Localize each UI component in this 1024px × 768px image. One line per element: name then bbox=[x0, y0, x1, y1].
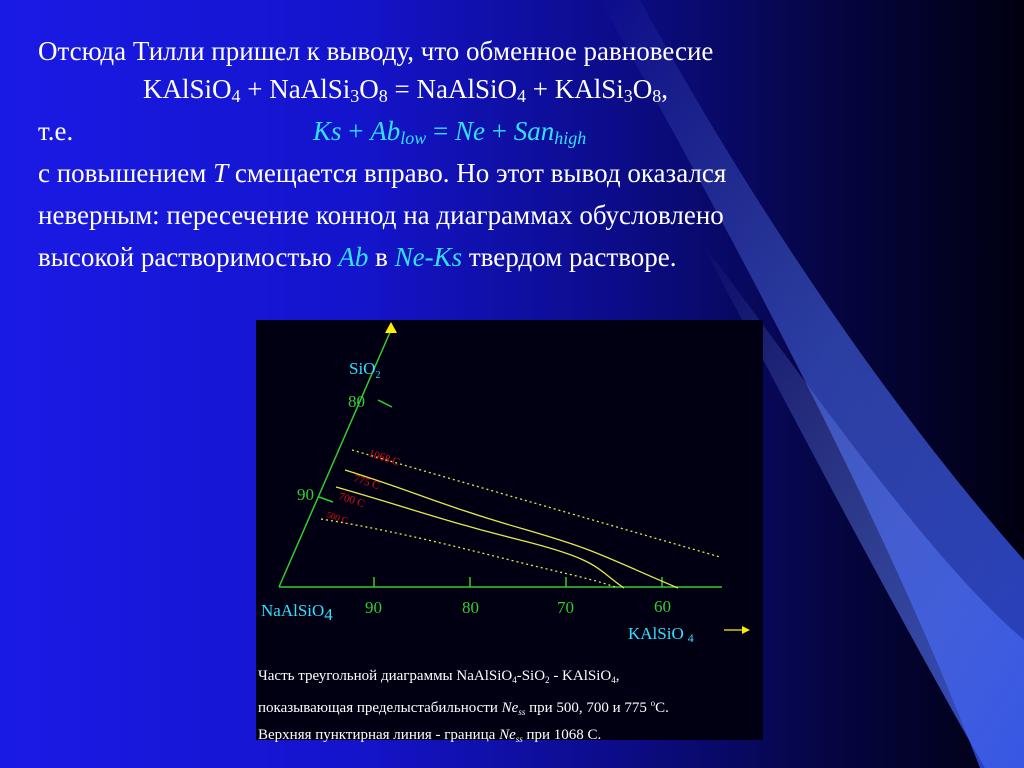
isotherm-curve-1068 bbox=[352, 450, 720, 557]
left-tick-label-90: 90 bbox=[297, 485, 314, 504]
left-tick-90 bbox=[319, 497, 333, 502]
left-tick-label-80: 80 bbox=[348, 392, 365, 411]
ie-label: т.е. bbox=[38, 116, 74, 146]
caption-line-2: показывающая пределыстабильности $Ne_{ss}$ при 500, 700 и 775 $^o$C. bbox=[258, 698, 669, 717]
apex-label: SiO$_2$ bbox=[349, 359, 381, 381]
isotherm-label-700: 700 C bbox=[337, 490, 367, 511]
bottom-tick-label-60: 60 bbox=[654, 597, 671, 616]
isotherm-label-500: 500 C bbox=[325, 509, 350, 526]
ternary-diagram bbox=[256, 320, 763, 665]
isotherm-label-1068: 1068 C bbox=[367, 447, 402, 469]
diagram-caption bbox=[258, 665, 763, 751]
bottom-tick-label-80: 80 bbox=[462, 598, 479, 617]
isotherm-label-775: 775 C bbox=[352, 472, 382, 493]
corner-label-naalsio4: NaAlSiO4 bbox=[261, 601, 333, 624]
apex-arrow-icon bbox=[385, 322, 397, 333]
bottom-tick-label-70: 70 bbox=[557, 598, 574, 617]
caption-line-1: Часть треугольной диаграммы NaAlSiO$_4$-SiO$_2$ - KAlSiO$_4$, bbox=[258, 668, 620, 685]
bottom-tick-label-90: 90 bbox=[365, 598, 382, 617]
left-tick-80 bbox=[378, 400, 392, 407]
equation-formula: KAlSiO$_4$ + $NaAlSi_3O_8$ = NaAlSiO$_4$ + $KAlSi_3O_8$, bbox=[143, 74, 668, 106]
text-line-1: Отсюда Тилли пришел к выводу, что обменное равновесие bbox=[38, 36, 714, 66]
text-line-4: с повышением T смещается вправо. Но этот вывод оказался bbox=[38, 158, 727, 188]
text-line-5: неверным: пересечение коннод на диаграммах обусловлено bbox=[38, 200, 724, 230]
corner-label-kalsio4: KAlSiO 4 bbox=[628, 624, 694, 645]
text-line-6: высокой растворимостью Ab в Ne-Ks твердом растворе. bbox=[38, 242, 677, 272]
isotherm-curve-775 bbox=[345, 470, 678, 588]
right-arrow-icon bbox=[742, 626, 750, 634]
caption-line-3: Верхняя пунктирная линия - граница $Ne_{ss}$ при 1068 C. bbox=[258, 727, 602, 744]
equation-minerals: $Ks + Ab_{low} = Ne + San_{high}$ bbox=[313, 116, 587, 148]
isotherm-curve-700 bbox=[336, 487, 624, 588]
